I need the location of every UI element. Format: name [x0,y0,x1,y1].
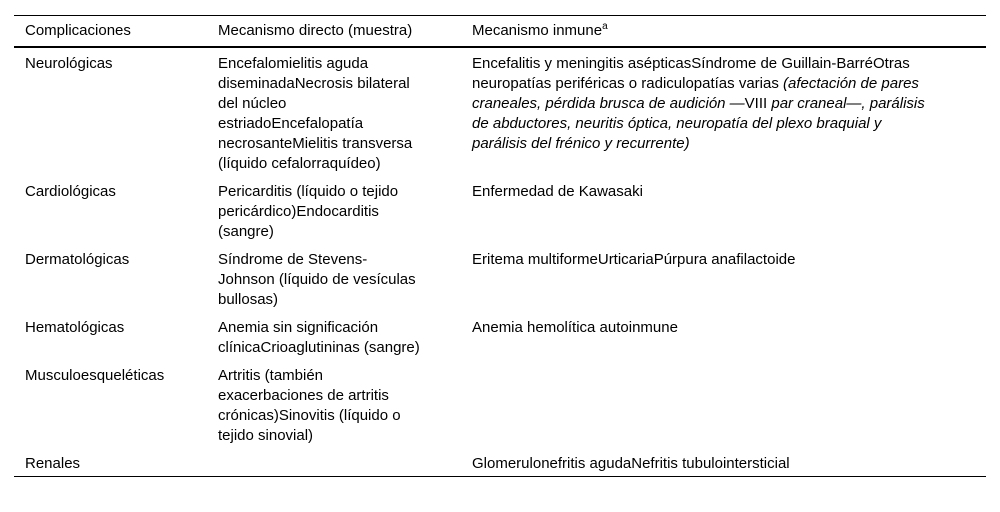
complications-table-container [14,15,986,477]
column-header-mecanismo-directo [218,16,472,48]
table-header-row [14,16,986,48]
immune-text-italic: (afectación de pares craneales, pérdida brusca de audición — [472,75,919,112]
complication-cell: Renales [14,448,218,477]
column-header-complicaciones [14,16,218,48]
direct-mechanism-cell: Pericarditis (líquido o tejido pericárdico)Endocarditis (sangre) [218,183,399,240]
immune-mechanism-cell: Glomerulonefritis agudaNefritis tubulointersticial [472,448,986,477]
table-row-dermatologicas [14,244,986,312]
table-row-hematologicas [14,312,986,360]
column-header-label: Complicaciones [25,22,131,39]
complication-cell: Neurológicas [25,55,113,72]
immune-text-italic: par craneal—, parálisis de abductores, neuritis óptica, neuropatía del plexo braquial y parálisis del frénico y recurrente) [472,95,925,152]
column-header-label: Mecanismo directo (muestra) [218,22,413,39]
immune-mechanism-cell: Enfermedad de Kawasaki [472,183,643,200]
complication-cell: Dermatológicas [25,251,130,268]
immune-mechanism-cell: Anemia hemolítica autoinmune [472,319,678,336]
immune-mechanism-cell: Eritema multiformeUrticariaPúrpura anafilactoide [472,251,796,268]
direct-mechanism-cell: Síndrome de Stevens-Johnson (líquido de vesículas bullosas) [218,251,416,308]
footnote-marker: a [602,21,608,32]
immune-mechanism-cell [472,47,986,176]
direct-mechanism-cell: Encefalomielitis aguda diseminadaNecrosis bilateral del núcleo estriadoEncefalopatía necrosanteMielitis transversa (líquido cefalorraquídeo) [218,55,413,172]
table-row-renales [14,448,986,477]
direct-mechanism-cell: Artritis (también exacerbaciones de artritis crónicas)Sinovitis (líquido o tejido sinovial) [218,367,401,444]
table-row-neurologicas [14,47,986,176]
direct-mechanism-cell [218,448,472,477]
complication-cell: Cardiológicas [25,183,116,200]
column-header-mecanismo-inmune [472,16,986,48]
complication-cell: Musculoesqueléticas [25,367,165,384]
immune-text-roman-numeral: VIII [744,95,768,112]
column-header-label: Mecanismo inmune [472,22,603,39]
complications-table [14,15,986,477]
direct-mechanism-cell: Anemia sin significación clínicaCrioaglutininas (sangre) [218,319,420,356]
table-row-cardiologicas [14,176,986,244]
complication-cell: Hematológicas [25,319,125,336]
table-row-musculoesqueleticas [14,360,986,448]
immune-mechanism-cell [472,360,986,448]
immune-text-regular: Encefalitis y meningitis asépticasSíndrome de Guillain-BarréOtras neuropatías periféricas o radiculopatías varias [472,55,910,92]
